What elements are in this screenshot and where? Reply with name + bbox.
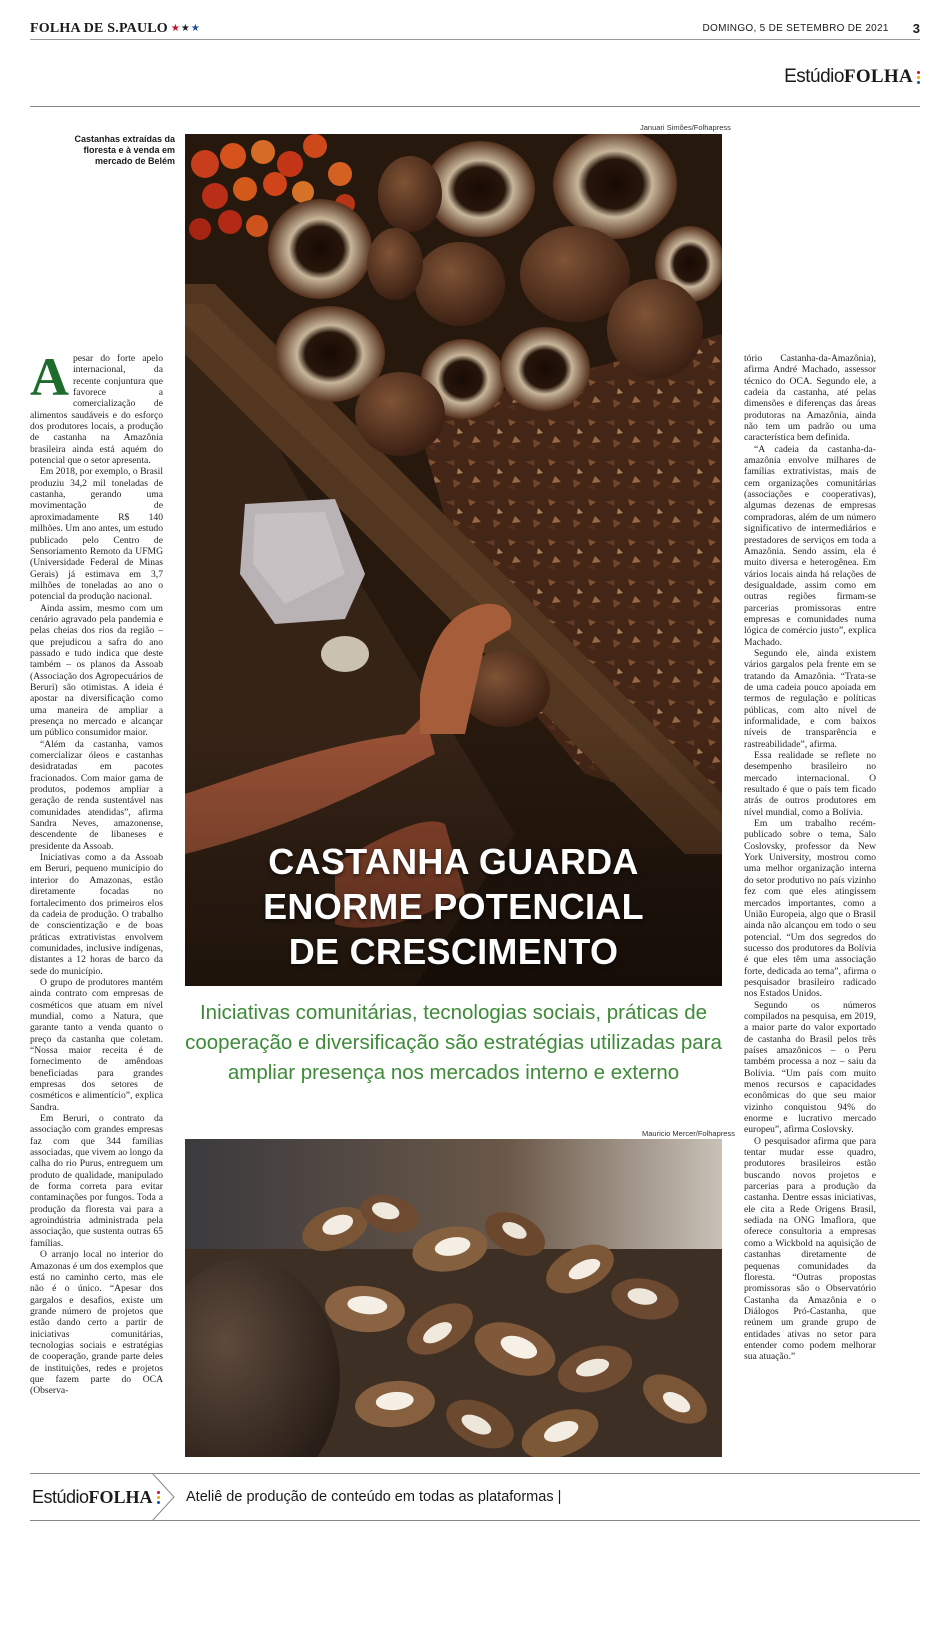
paragraph-text: pesar do forte apelo internacional, da recente conjuntura que favorece a comercialização de alimentos saudáveis e do esforço dos produtores locais, a produção de castanha na Amazônia brasileira ainda está aquém do potencial que o setor apresenta. [30, 353, 163, 467]
headline-line-2: ENORME POTENCIAL [263, 886, 644, 927]
paragraph [30, 347, 163, 467]
footer-tagline: Ateliê de produção de conteúdo em todas as plataformas | [186, 1489, 562, 1505]
paragraph: O pesquisador afirma que para tentar mudar esse quadro, produtores brasileiros estão buscando novos projetos e parcerias para a produção da castanha. Dentre essas iniciativas, ele cita a Rede Origens Brasil, sediada na ONG Imaflora, que oferece consultoria a empresas como a Wickbold na aquisição de castanhas diretamente de pequenas comunidades da floresta. “Outras propostas promissoras são o Observatório Castanha da Amazônia e o Diálogos Pró-Castanha, que reúnem um grande grupo de entidades ativas no setor para entender como podem melhorar sua atuação.” [744, 1135, 876, 1363]
paragraph: O grupo de produtores mantém ainda contrato com empresas de cosméticos que atuam em nível mundial, como a Natura, que garante tanto a venda quanto o preço da castanha que coletam. “Nossa maior receita é de fornecimento de amêndoas beneficiadas para grandes empresas dos setores de cosméticos e alimentício”, explica Sandra. [30, 976, 163, 1113]
headline-line-1: CASTANHA GUARDA [268, 841, 639, 882]
paragraph: Em um trabalho recém-publicado sobre o tema, Salo Coslovsky, professor da New York University, mostrou como uma melhor organização interna do setor produtivo no país vizinho fez com que eles atingissem mercados importantes, como a União Europeia, algo que o Brasil ainda não alcançou em todo o seu potencial. “Um dos segredos do sucesso dos produtores da Bolívia é que eles têm uma associação forte, dedicada ao tema”, afirma o pesquisador brasileiro radicado nos Estados Unidos. [744, 818, 876, 1000]
footer-estudio-folha-logo [30, 1486, 153, 1508]
estudio-folha-logo [784, 66, 920, 88]
photo1-credit: Januari Simões/Folhapress [640, 123, 731, 132]
article-body-right-column [744, 353, 876, 1363]
article-body-left-column [30, 347, 163, 1397]
page-number: 3 [912, 21, 920, 36]
deck-subheadline: Iniciativas comunitárias, tecnologias sociais, práticas de cooperação e diversificação são estratégias utilizadas para ampliar presença nos mercados interno e externo [185, 1001, 722, 1084]
paragraph: Em 2018, por exemplo, o Brasil produziu 34,2 mil toneladas de castanha, gerando uma movimentação de aproximadamente R$ 140 milhões. Um ano antes, um estudo publicado pelo Centro de Sensoriamento Remoto da UFMG (Universidade Federal de Minas Gerais) já estimava em 3,7 milhões de toneladas ao ano o potencial da produção nacional. [30, 466, 163, 603]
dropcap: A [30, 347, 69, 407]
brand-dots-icon [917, 71, 920, 84]
paragraph: Em Beruri, o contrato da associação com grandes empresas faz com que 344 famílias associadas, que vivem ao longo da calha do rio Purus, entreguem um produto de qualidade, manipulado de forma correta para evitar contaminações por fungos. Toda a produção da floresta vai para a agroindústria administrada pela associação, que sustenta outras 65 famílias. [30, 1113, 163, 1249]
paragraph: “Além da castanha, vamos comercializar óleos e castanhas desidratadas em pacotes fracionados. Com maior gama de produtos, podemos ampliar a geração de renda sustentável nas comunidades atendidas”, afirma Sandra Neves, amazonense, descendente de libaneses e presidente da Assoab. [30, 738, 163, 852]
footer-brand-part2: FOLHA [88, 1486, 153, 1507]
paragraph: Segundo os números compilados na pesquisa, em 2019, a maior parte do valor exportado de castanha do Brasil pelos três países amazônicos – o Peru também processa a noz – saiu da Bolívia. “Um país com muito menos recursos e capacidades econômicas do que seu maior vizinho conquistou 94% do enorme e lucrativo mercado europeu”, afirma Coslovsky. [744, 999, 876, 1136]
photo2-credit: Mauricio Mercer/Folhapress [642, 1129, 735, 1138]
paragraph: “A cadeia da castanha-da-amazônia envolve milhares de famílias extrativistas, mais de cem organizações comunitárias (associações e cooperativas), algumas dezenas de empresas compradoras, além de um número significativo de intermediários e prestadores de serviços em toda a Amazônia. Sendo assim, ela é muito diversa e heterogênea. Em vários locais ainda há relações de desigualdade, assim como em outras regiões firmam-se parcerias promissoras entre empresas e comunidades numa lógica de comércio justo”, explica Machado. [744, 443, 876, 648]
masthead-stars-icon: ★★★ [170, 23, 201, 34]
secondary-photo-shelled-nuts [185, 1139, 722, 1457]
footer-brand-part1: Estúdio [32, 1486, 89, 1507]
footer-banner [30, 1473, 920, 1521]
shelled-nuts-photo [185, 1139, 722, 1457]
paragraph: Segundo ele, ainda existem vários gargalos pela frente em se tratando da Amazônia. “Trata-se de uma cadeia pouco apoiada em termos de regulação e políticas públicas, com alto nível de informalidade, e com baixos níveis de transparência e rastreabilidade”, afirma. [744, 647, 876, 750]
main-photo-brazil-nuts [185, 134, 722, 986]
headline-line-3: DE CRESCIMENTO [288, 931, 619, 972]
edition-date: DOMINGO, 5 DE SETEMBRO DE 2021 [702, 23, 889, 34]
brand-part2: FOLHA [843, 66, 913, 87]
paragraph: Iniciativas como a da Assoab em Beruri, pequeno município do interior do Amazonas, estão diretamente focadas no fortalecimento dos primeiros elos da cadeia de produção. O trabalho de conscientização e de boas práticas extrativistas envolvem comunidades, inclusive indígenas, distantes a 12 horas de barco da sede do município. [30, 852, 163, 977]
headline [185, 839, 722, 974]
paragraph: Essa realidade se reflete no desempenho brasileiro no mercado internacional. O resultado é que o país tem ficado atrás de outros produtores em nível mundial, como a Bolívia. [744, 750, 876, 818]
photo-caption: Castanhas extraídas da floresta e à venda em mercado de Belém [74, 134, 175, 166]
top-bar [30, 18, 920, 40]
paragraph: tório Castanha-da-Amazônia), afirma André Machado, assessor técnico do OCA. Segundo ele, a cadeia da castanha, até pelas dimensões e diferenças das áreas produtoras na Amazônia, ainda não tem um padrão ou uma característica bem definida. [744, 353, 876, 444]
brand-part1: Estúdio [784, 66, 844, 87]
masthead-logo: FOLHA DE S.PAULO [30, 20, 168, 36]
paragraph: O arranjo local no interior do Amazonas é um dos exemplos que está no caminho certo, mas ele não é o único. “Apesar dos gargalos e desafios, existe um grande número de projetos que estão dando certo a partir de iniciativas comunitárias, tecnologias sociais e estratégias de cooperação, grande parte deles de instituições, redes e projetos que fazem parte do OCA (Observa- [30, 1249, 163, 1397]
header-rule [30, 106, 920, 107]
paragraph: Ainda assim, mesmo com um cenário agravado pela pandemia e pelas cheias dos rios da região – que prejudicou a safra do ano passado e tudo indica que deste também – os planos da Assoab (Associação dos Agropecuários de Beruri) são otimistas. A ideia é apostar na diversificação como uma maneira de ampliar a presença no mercado e alcançar um público consumidor maior. [30, 602, 163, 739]
chevron-right-icon [150, 1473, 180, 1521]
